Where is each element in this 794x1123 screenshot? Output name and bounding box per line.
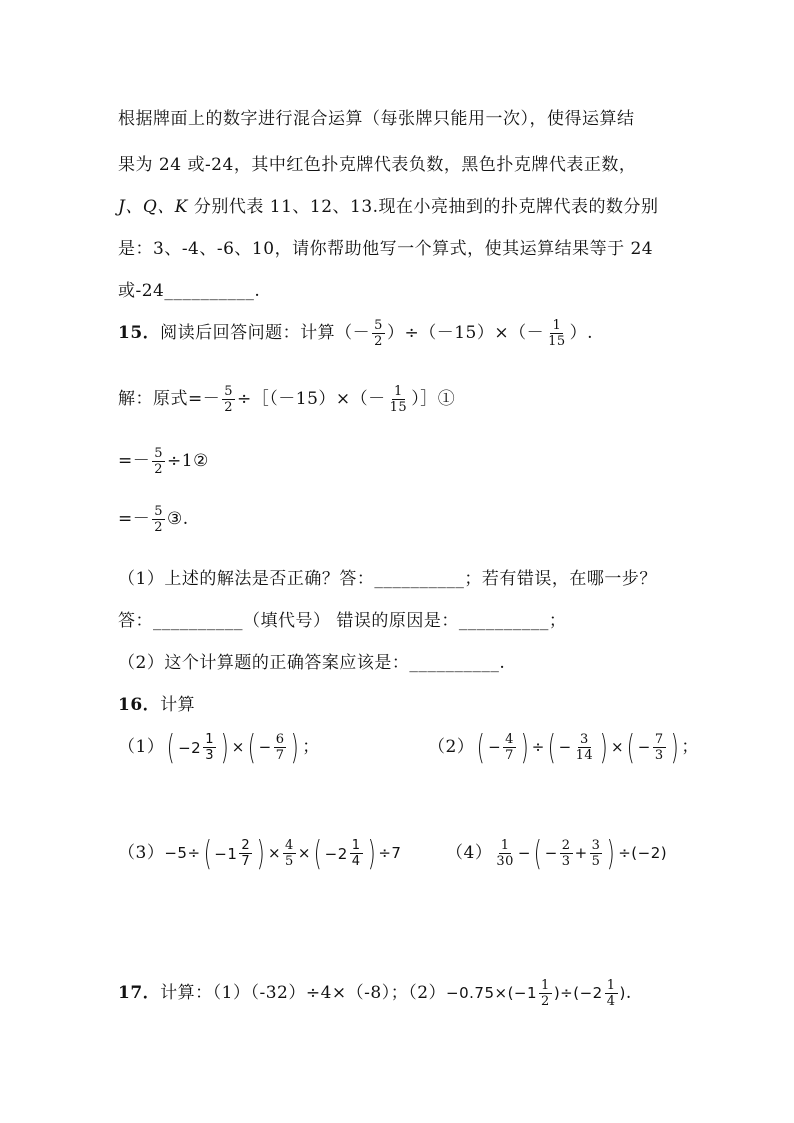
q16-part-1: （1）( −2 $\frac{1}{3}$ ) ×( − $\frac{6}{7}$ ) ； <box>118 727 320 768</box>
q15-intro: 阅读后回答问题：计算（－ <box>160 323 371 343</box>
q14-line-3-rest: 分别代表 11、12、13.现在小亮抽到的扑克牌代表的数分别 <box>187 197 659 217</box>
q15-sub2: （2）这个计算题的正确答案应该是：__________. <box>118 653 506 673</box>
fraction-5-2: $\frac{5}{2}$ <box>374 318 383 349</box>
fraction-5-2: $\frac{5}{2}$ <box>154 504 164 535</box>
q16-title: 计算 <box>160 695 196 715</box>
q14-line-4: 是：3、-4、-6、10，请你帮助他写一个算式，使其运算结果等于 24 <box>118 239 654 259</box>
q15-statement <box>118 318 593 349</box>
q15-sub1-line2: 答：__________（填代号） 错误的原因是：__________； <box>118 611 567 631</box>
q15-solution-step1: 解：原式=－ $\frac{5}{2}$ ÷［（－15）×（－ $\frac{1}{15}$ ）］① <box>118 384 456 415</box>
q15-solution-step2: =－ $\frac{5}{2}$ ÷1② <box>118 446 209 477</box>
q15-mid: ）÷（－15）×（－ <box>386 323 545 343</box>
q16-number: 16． <box>118 695 161 715</box>
q16-part-2: （2）( − $\frac{4}{7}$ ) ÷( − $\frac{3}{14}$ ) ×( − $\frac{7}{3}$ ) ； <box>428 727 699 768</box>
q16-part-3: （3）−5÷( −1 $\frac{2}{7}$ ) × $\frac{4}{5}$ ×( −2 $\frac{1}{4}$ ) ÷7 <box>118 833 402 874</box>
fraction-5-2: $\frac{5}{2}$ <box>154 446 164 477</box>
q16-heading <box>118 690 195 715</box>
q14-line-2: 果为 24 或-24，其中红色扑克牌代表负数，黑色扑克牌代表正数， <box>118 155 637 175</box>
q15-end: ）. <box>569 323 594 343</box>
q17-statement: 17．计算：（1）（-32）÷4×（-8）；（2）−0.75×(−1 $\frac{1}{2}$ )÷(−2 $\frac{1}{4}$ ). <box>118 978 632 1009</box>
fraction-1-15: $\frac{1}{15}$ <box>389 384 408 415</box>
q15-solution-step3: =－ $\frac{5}{2}$ ③. <box>118 504 189 535</box>
q14-line-1: 根据牌面上的数字进行混合运算（每张牌只能用一次），使得运算结 <box>118 109 635 129</box>
q17-number: 17． <box>118 983 161 1003</box>
q15-sub1-line1: （1）上述的解法是否正确？答：__________；若有错误，在哪一步？ <box>118 569 657 589</box>
fraction-1-15: $\frac{1}{15}$ <box>548 318 566 349</box>
q14-line-5: 或-24__________. <box>118 281 261 301</box>
q14-jqk: J、Q、K <box>118 197 188 217</box>
fraction-5-2: $\frac{5}{2}$ <box>224 384 234 415</box>
q16-part-4: （4） $\frac{1}{30}$ −( − $\frac{2}{3}$ + $\frac{3}{5}$ ) ÷(−2) <box>446 833 668 874</box>
q14-line-3 <box>118 192 659 217</box>
q15-number: 15． <box>118 323 161 343</box>
